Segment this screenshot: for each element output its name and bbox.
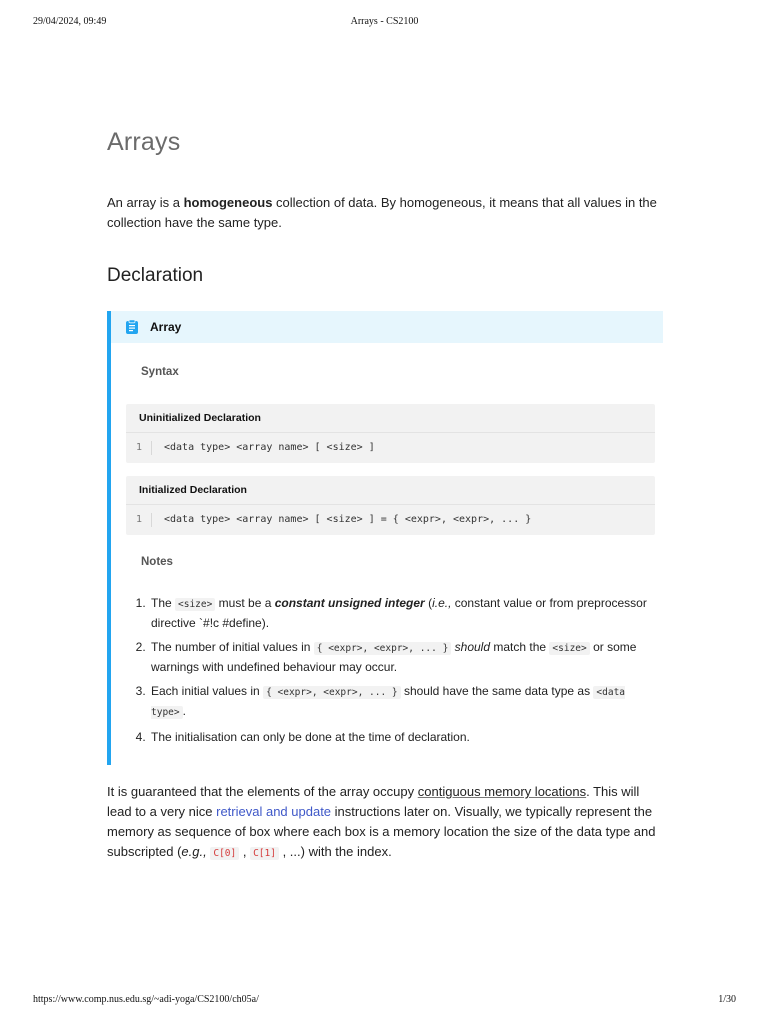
note-text: ( — [424, 596, 433, 610]
note-text: . — [182, 704, 186, 718]
note-text: constant value or from preprocessor directive `#!c #define). — [151, 596, 647, 630]
uninitialized-code-block — [126, 404, 655, 463]
initialized-code-block — [126, 476, 655, 535]
admonition-title: Array — [150, 320, 182, 334]
intro-text-2: collection of data. By homogeneous, it means that all values in the collection have the same type. — [107, 195, 657, 230]
body-text: , — [239, 844, 251, 859]
print-datetime: 29/04/2024, 09:49 — [33, 16, 107, 27]
note-text: The — [151, 596, 176, 610]
note-text: should have the same data type as — [400, 684, 594, 698]
code-line — [126, 505, 655, 535]
inline-code: <size> — [549, 642, 589, 655]
array-admonition — [107, 311, 663, 765]
note-item — [149, 682, 659, 722]
body-italic: e.g., — [181, 844, 207, 859]
print-header — [33, 16, 736, 30]
syntax-heading: Syntax — [141, 366, 179, 378]
inline-code: { <expr>, <expr>, ... } — [314, 642, 452, 655]
code-block-title: Initialized Declaration — [126, 476, 655, 505]
note-text: Each initial values in — [151, 684, 264, 698]
code-block-title: Uninitialized Declaration — [126, 404, 655, 433]
intro-bold: homogeneous — [183, 195, 273, 210]
note-text: The initialisation can only be done at the time of declaration. — [151, 730, 470, 744]
notes-heading: Notes — [141, 556, 173, 568]
retrieval-update-link[interactable]: retrieval and update — [216, 804, 332, 819]
body-text: It is guaranteed that the elements of the array occupy — [107, 784, 418, 799]
note-emphasis: constant unsigned integer — [274, 596, 425, 610]
intro-paragraph — [107, 193, 663, 233]
note-item — [149, 594, 659, 632]
note-item — [149, 638, 659, 676]
inline-code: { <expr>, <expr>, ... } — [263, 686, 401, 699]
inline-code: <size> — [175, 598, 215, 611]
inline-code: C[1] — [250, 847, 279, 860]
line-number: 1 — [126, 513, 152, 527]
memory-paragraph — [107, 782, 663, 864]
note-italic: should — [454, 640, 491, 654]
body-text: instructions later on. Visually, we typically represent the memory as sequence of box where each box is a memory location the size of the data type and subscripted ( — [107, 804, 656, 859]
underlined-term: contiguous memory locations — [417, 784, 587, 799]
section-title-declaration: Declaration — [107, 265, 204, 286]
print-footer — [33, 994, 736, 1008]
notes-list — [127, 594, 659, 752]
note-text: match the — [490, 640, 550, 654]
code-text: <data type> <array name> [ <size> ] — [164, 442, 375, 453]
code-line — [126, 433, 655, 463]
admonition-title-bar — [111, 311, 663, 343]
body-text: , ...) with the index. — [278, 844, 392, 859]
note-text: The number of initial values in — [151, 640, 314, 654]
body-text: . This will lead to a very nice — [107, 784, 640, 819]
note-text: or some warnings with undefined behaviour may occur. — [151, 640, 637, 674]
code-text: <data type> <array name> [ <size> ] = { <expr>, <expr>, ... } — [164, 514, 532, 525]
line-number: 1 — [126, 441, 152, 455]
page-title: Arrays — [107, 128, 181, 156]
inline-code: C[0] — [210, 847, 239, 860]
clipboard-icon — [124, 319, 140, 335]
inline-code: <data type> — [151, 687, 626, 718]
note-text: must be a — [215, 596, 275, 610]
note-italic: i.e., — [432, 596, 452, 610]
print-doc-title: Arrays - CS2100 — [350, 16, 419, 27]
print-url: https://www.comp.nus.edu.sg/~adi-yoga/CS2100/ch05a/ — [33, 994, 259, 1005]
intro-text: An array is a — [107, 195, 184, 210]
print-page-number: 1/30 — [718, 994, 736, 1005]
note-item — [149, 728, 659, 746]
